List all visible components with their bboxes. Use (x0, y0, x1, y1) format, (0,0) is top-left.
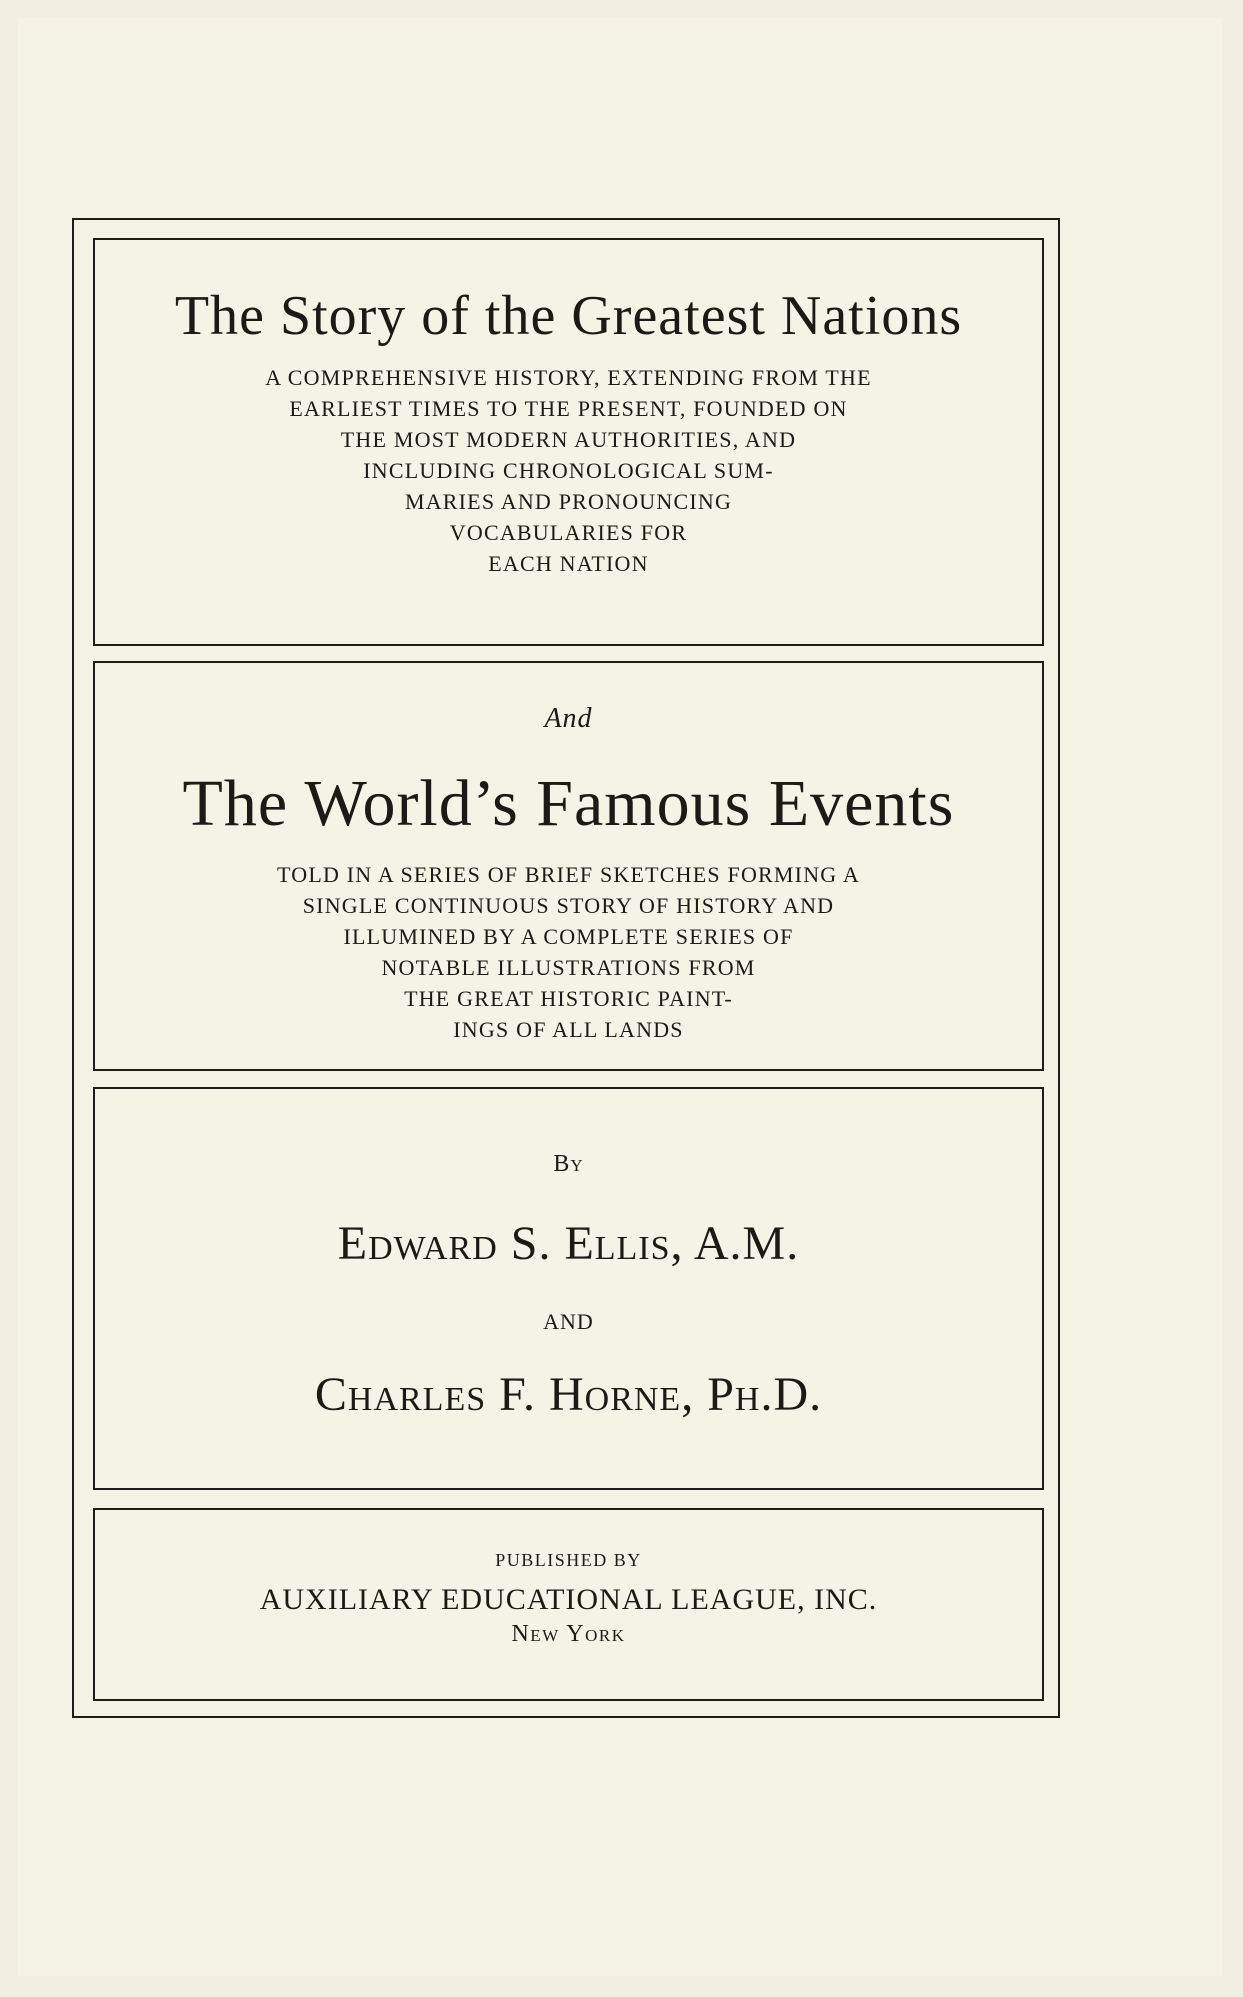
subtitle-line: THE GREAT HISTORIC PAINT- (404, 986, 733, 1011)
publisher-city: New York (511, 1621, 626, 1647)
subtitle-line: TOLD IN A SERIES OF BRIEF SKETCHES FORMING A (277, 862, 860, 887)
and-label: AND (543, 1309, 594, 1334)
subtitle-line: SINGLE CONTINUOUS STORY OF HISTORY AND (302, 893, 835, 918)
main-subtitle (95, 362, 1042, 579)
subtitle-line: EACH NATION (488, 551, 649, 576)
subtitle-line: INGS OF ALL LANDS (453, 1017, 684, 1042)
second-title-panel (93, 661, 1044, 1071)
subtitle-line: MARIES AND PRONOUNCING (404, 489, 733, 514)
subtitle-line: THE MOST MODERN AUTHORITIES, AND (340, 427, 797, 452)
subtitle-line: VOCABULARIES FOR (449, 520, 688, 545)
author-ellis: Edward S. Ellis, A.M. (337, 1217, 800, 1270)
by-label: By (553, 1151, 584, 1177)
second-subtitle (95, 859, 1042, 1045)
subtitle-line: ILLUMINED BY A COMPLETE SERIES OF (343, 924, 794, 949)
author-horne: Charles F. Horne, Ph.D. (314, 1368, 823, 1421)
publisher-name: AUXILIARY EDUCATIONAL LEAGUE, INC. (259, 1583, 878, 1616)
subtitle-line: EARLIEST TIMES TO THE PRESENT, FOUNDED ON (289, 396, 848, 421)
authors-panel (93, 1087, 1044, 1490)
title-panel (93, 238, 1044, 646)
main-title: The Story of the Greatest Nations (174, 285, 963, 347)
publisher-panel (93, 1508, 1044, 1701)
subtitle-line: INCLUDING CHRONOLOGICAL SUM- (363, 458, 774, 483)
second-title: The World’s Famous Events (182, 767, 955, 840)
and-connector: And (544, 703, 593, 734)
subtitle-line: A COMPREHENSIVE HISTORY, EXTENDING FROM THE (265, 365, 872, 390)
published-by-label: PUBLISHED BY (495, 1550, 642, 1570)
subtitle-line: NOTABLE ILLUSTRATIONS FROM (381, 955, 756, 980)
